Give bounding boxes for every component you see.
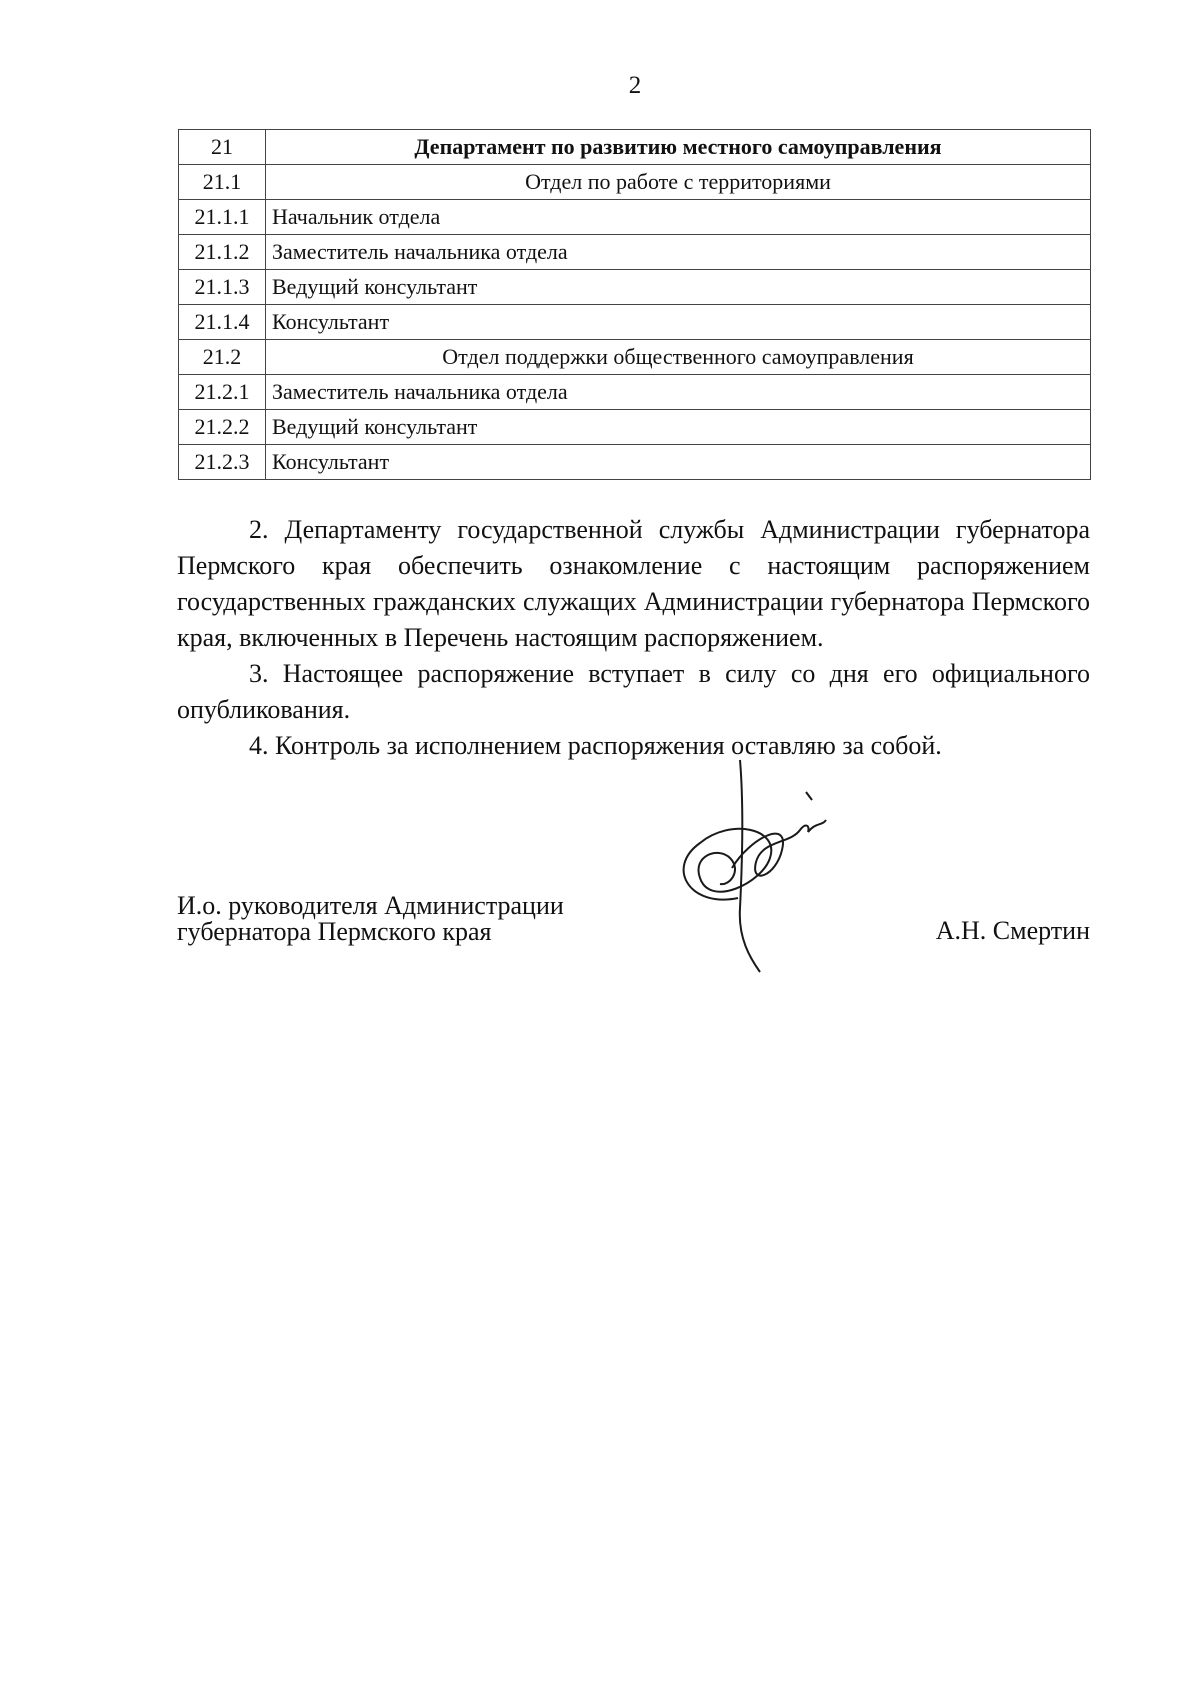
position-name: Консультант [266,445,1091,480]
table-row [179,340,1091,375]
signer-title [177,893,564,945]
row-number: 21.1.3 [179,270,266,305]
row-number: 21.1.2 [179,235,266,270]
table-row [179,375,1091,410]
paragraph-3: 3. Настоящее распоряжение вступает в силу со дня его официального опубликования. [177,659,1090,724]
table-row [179,200,1091,235]
positions-table-body [179,130,1091,480]
position-name: Консультант [266,305,1091,340]
row-number: 21 [179,130,266,165]
order-body [177,512,1090,764]
paragraph-4: 4. Контроль за исполнением распоряжения оставляю за собой. [249,731,942,760]
positions-table [178,129,1091,480]
section-name: Отдел поддержки общественного самоуправления [266,340,1091,375]
signer-name: А.Н. Смертин [935,916,1090,945]
row-number: 21.2.3 [179,445,266,480]
row-number: 21.2.2 [179,410,266,445]
position-name: Ведущий консультант [266,270,1091,305]
table-row [179,305,1091,340]
row-number: 21.1.4 [179,305,266,340]
position-name: Заместитель начальника отдела [266,235,1091,270]
table-row [179,445,1091,480]
department-name: Департамент по развитию местного самоуправления [266,130,1091,165]
signer-title-line-2: губернатора Пермского края [177,917,492,946]
position-name: Заместитель начальника отдела [266,375,1091,410]
section-name: Отдел по работе с территориями [266,165,1091,200]
position-name: Ведущий консультант [266,410,1091,445]
page-number: 2 [628,72,642,99]
position-name: Начальник отдела [266,200,1091,235]
row-number: 21.2 [179,340,266,375]
signer-title-line-1: И.о. руководителя Администрации [177,891,564,920]
row-number: 21.1 [179,165,266,200]
handwritten-signature [670,758,910,978]
table-row [179,130,1091,165]
table-row [179,270,1091,305]
table-row [179,235,1091,270]
row-number: 21.2.1 [179,375,266,410]
table-row [179,165,1091,200]
table-row [179,410,1091,445]
row-number: 21.1.1 [179,200,266,235]
paragraph-2: 2. Департаменту государственной службы Администрации губернатора Пермского края обеспечить ознакомление с настоящим распоряжением государственных гражданских служащих Администрации губернатора Пермского края, включенных в Перечень настоящим распоряжением. [177,515,1090,652]
